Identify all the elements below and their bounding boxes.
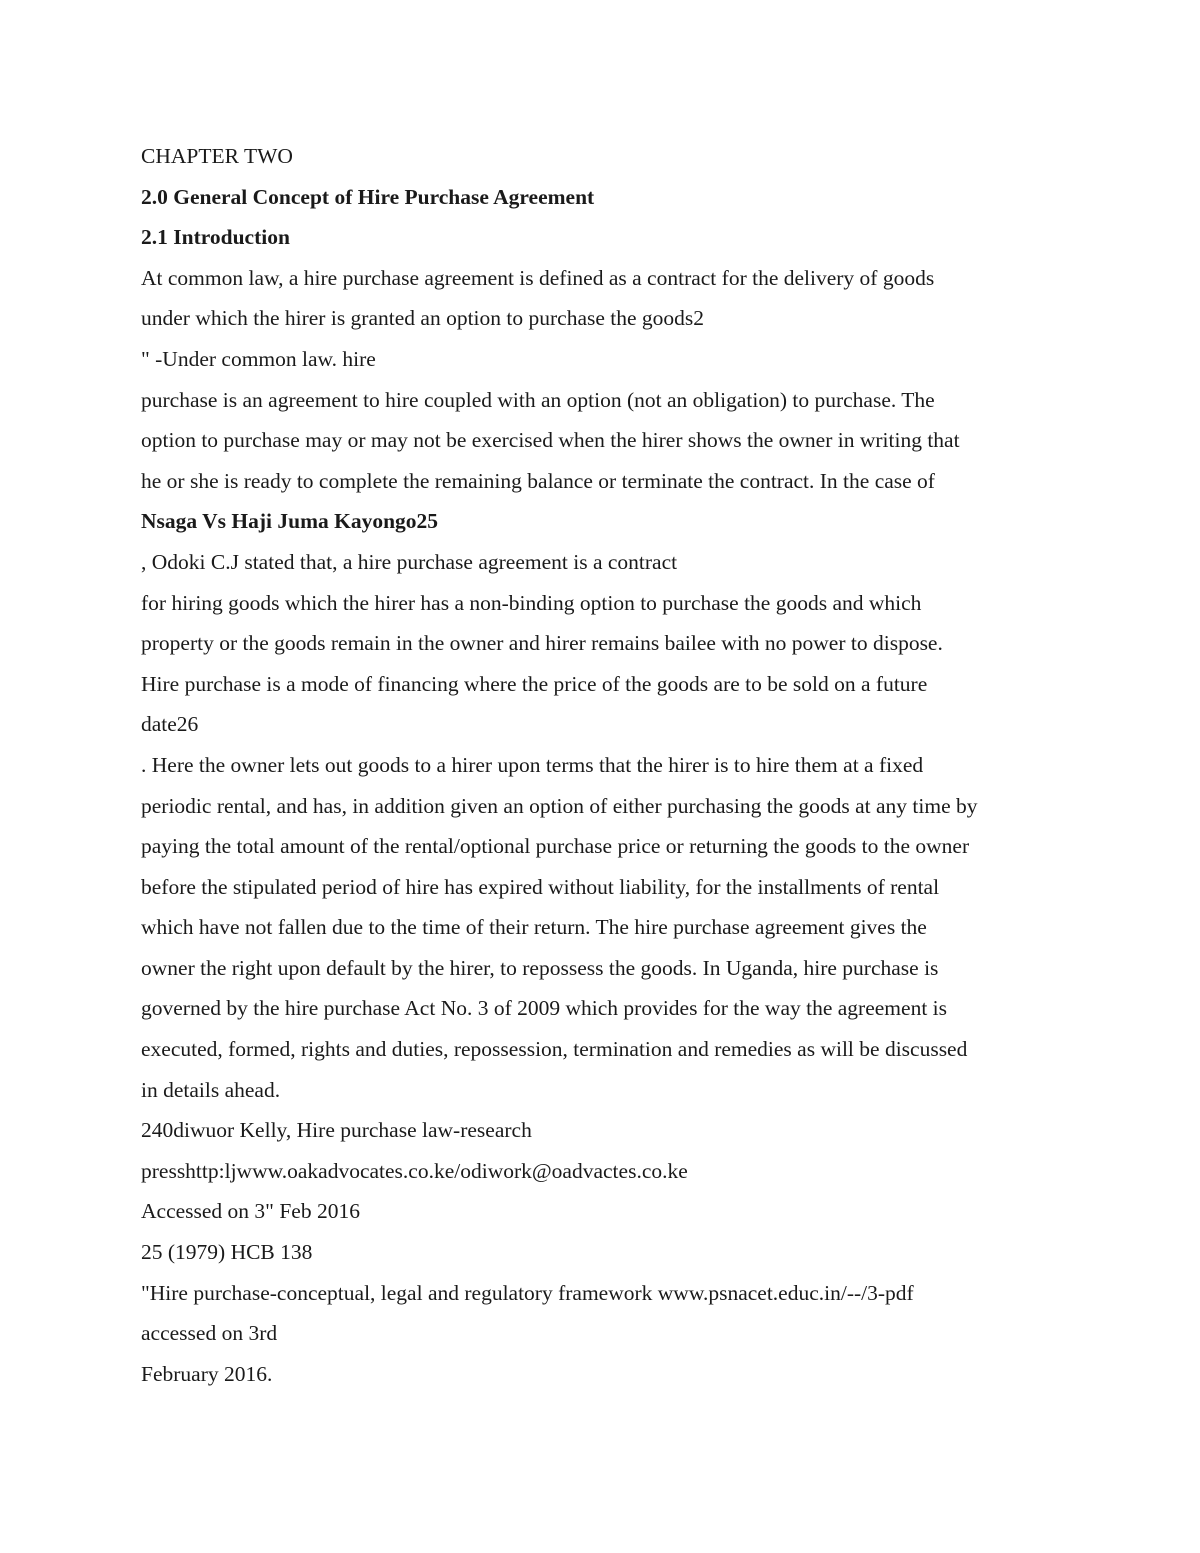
body-line: owner the right upon default by the hirer, to repossess the goods. In Uganda, hire purchase is bbox=[141, 955, 939, 980]
body-line: At common law, a hire purchase agreement is defined as a contract for the delivery of goods bbox=[141, 265, 935, 290]
body-line: . Here the owner lets out goods to a hirer upon terms that the hirer is to hire them at a fixed bbox=[141, 752, 924, 777]
footnote-line: accessed on 3rd bbox=[141, 1321, 278, 1346]
chapter-title: CHAPTER TWO bbox=[141, 144, 293, 168]
body-line: before the stipulated period of hire has expired without liability, for the installments of rental bbox=[141, 874, 940, 899]
body-line: for hiring goods which the hirer has a non-binding option to purchase the goods and which bbox=[141, 590, 922, 615]
body-line: date26 bbox=[141, 712, 199, 737]
body-line: " -Under common law. hire bbox=[141, 346, 376, 371]
body-line: paying the total amount of the rental/optional purchase price or returning the goods to the owner bbox=[141, 834, 970, 859]
footnote-line: 240diwuor Kelly, Hire purchase law-research bbox=[141, 1118, 532, 1143]
body-line: which have not fallen due to the time of their return. The hire purchase agreement gives the bbox=[141, 915, 927, 940]
footnote-line: "Hire purchase-conceptual, legal and regulatory framework www.psnacet.educ.in/--/3-pdf bbox=[141, 1280, 914, 1305]
document-body bbox=[141, 136, 1071, 1394]
footnote-line: presshttp:ljwww.oakadvocates.co.ke/odiwork@oadvactes.co.ke bbox=[141, 1158, 688, 1183]
body-line: Hire purchase is a mode of financing where the price of the goods are to be sold on a future bbox=[141, 671, 928, 696]
body-line: executed, formed, rights and duties, repossession, termination and remedies as will be discussed bbox=[141, 1037, 968, 1062]
body-line: under which the hirer is granted an option to purchase the goods2 bbox=[141, 306, 705, 331]
body-line: he or she is ready to complete the remaining balance or terminate the contract. In the case of bbox=[141, 468, 935, 493]
body-line: option to purchase may or may not be exercised when the hirer shows the owner in writing that bbox=[141, 428, 960, 453]
body-line: , Odoki C.J stated that, a hire purchase agreement is a contract bbox=[141, 549, 678, 574]
body-line: governed by the hire purchase Act No. 3 of 2009 which provides for the way the agreement is bbox=[141, 996, 948, 1021]
case-name: Nsaga Vs Haji Juma Kayongo25 bbox=[141, 509, 439, 534]
subsection-heading: 2.1 Introduction bbox=[141, 225, 290, 250]
body-line: property or the goods remain in the owner and hirer remains bailee with no power to dispose. bbox=[141, 631, 943, 656]
section-heading: 2.0 General Concept of Hire Purchase Agreement bbox=[141, 184, 595, 209]
footnote-line: February 2016. bbox=[141, 1361, 273, 1386]
footnote-line: Accessed on 3" Feb 2016 bbox=[141, 1199, 360, 1224]
footnote-line: 25 (1979) HCB 138 bbox=[141, 1240, 313, 1265]
body-line: purchase is an agreement to hire coupled with an option (not an obligation) to purchase. The bbox=[141, 387, 935, 412]
body-line: in details ahead. bbox=[141, 1077, 281, 1102]
body-line: periodic rental, and has, in addition given an option of either purchasing the goods at any time by bbox=[141, 793, 978, 818]
